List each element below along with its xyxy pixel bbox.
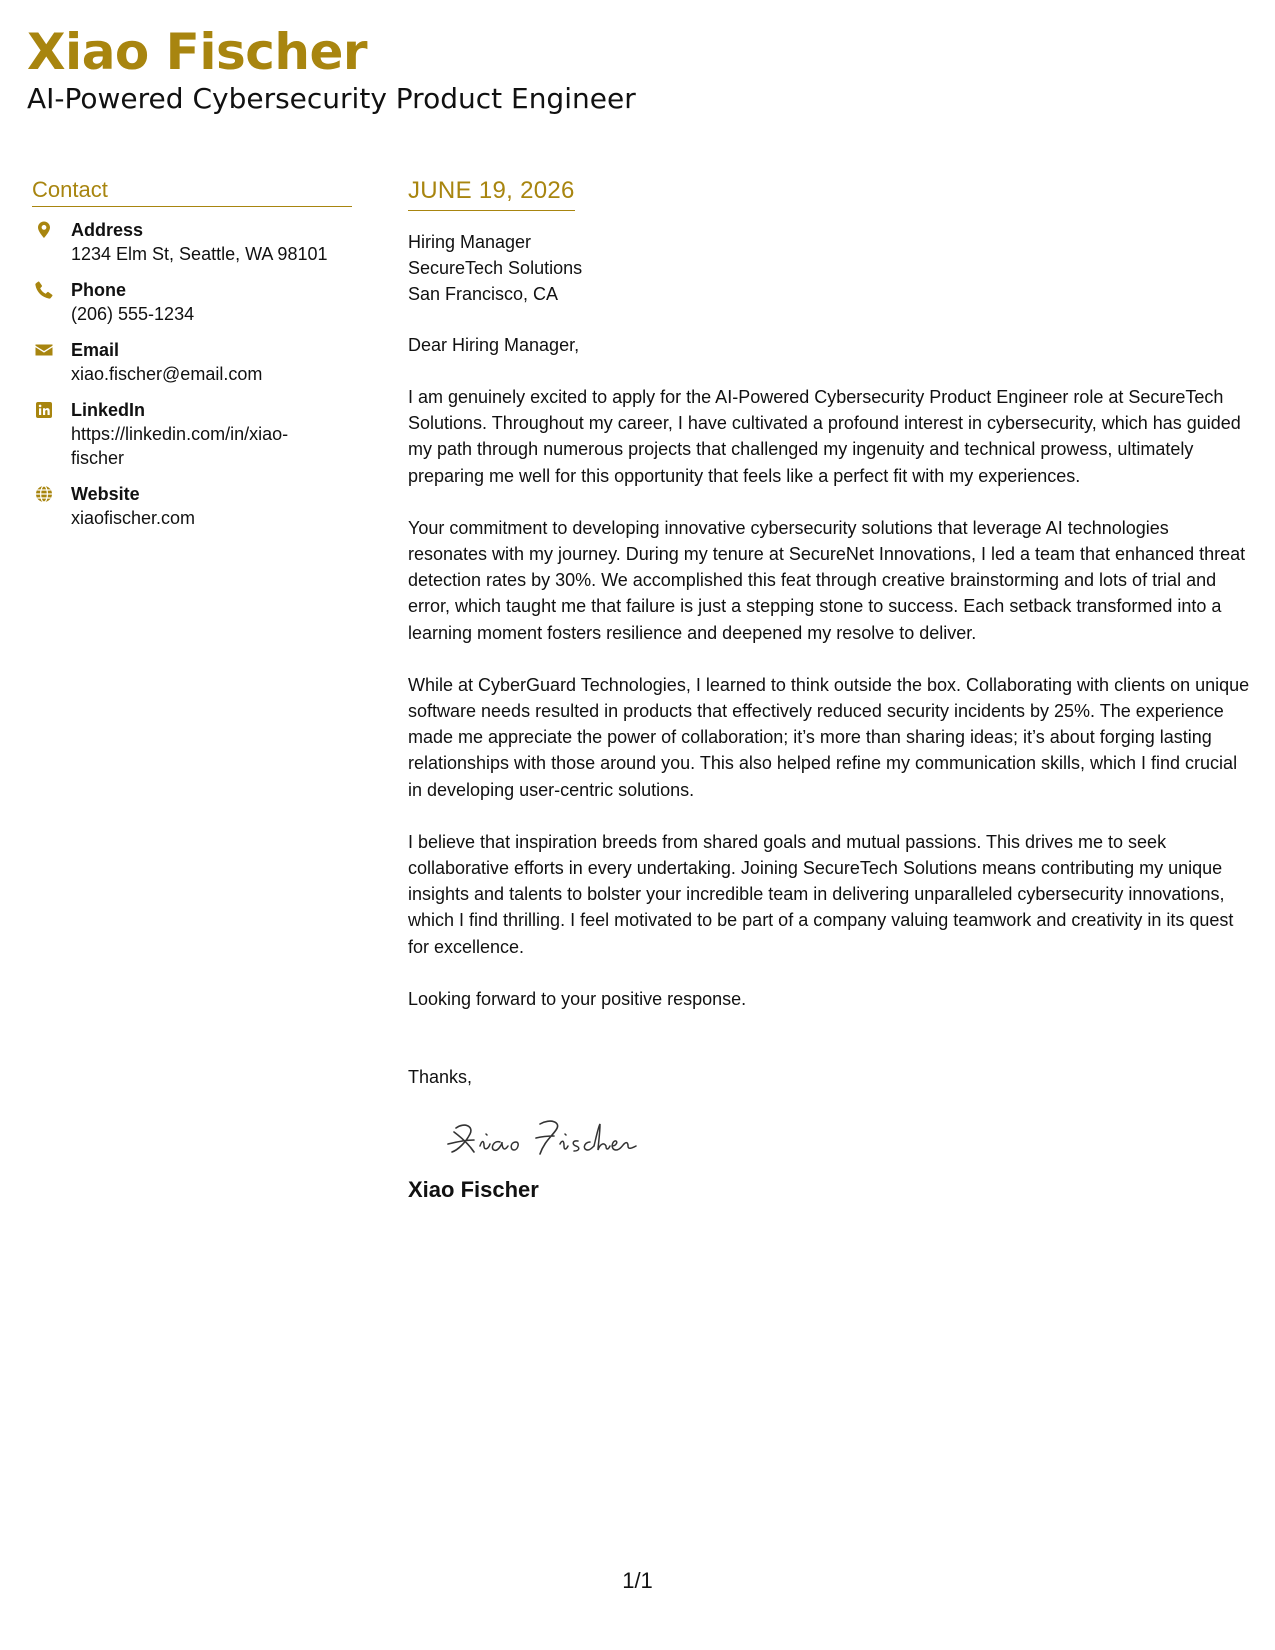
contact-email: [32, 338, 352, 386]
contact-value-phone: (206) 555-1234: [71, 304, 195, 324]
contact-label-address: Address: [71, 220, 144, 240]
globe-icon: [34, 484, 54, 504]
applicant-title: AI-Powered Cybersecurity Product Engineer: [27, 82, 636, 115]
signer-name: Xiao Fischer: [408, 1176, 539, 1202]
handwritten-signature: [444, 1108, 1250, 1164]
signoff: Thanks,: [408, 1066, 473, 1087]
linkedin-icon: [34, 400, 54, 420]
recipient-block: [408, 229, 1250, 307]
contact-value-website[interactable]: xiaofischer.com: [71, 508, 196, 528]
date-block: [408, 176, 575, 211]
contact-value-address: 1234 Elm St, Seattle, WA 98101: [71, 244, 328, 264]
contact-value-linkedin[interactable]: https://linkedin.com/in/xiao-fischer: [71, 424, 289, 468]
contact-website: [32, 482, 352, 530]
applicant-name: Xiao Fischer: [27, 23, 368, 81]
contact-sidebar: [32, 176, 352, 530]
contact-label-linkedin: LinkedIn: [71, 400, 146, 420]
body-paragraph: Your commitment to developing innovative cybersecurity solutions that leverage AI technologies resonates with my journey. During my tenure at SecureNet Innovations, I led a team that enhanced threat detection rates by 30%. We accomplished this feat through creative brainstorming and lots of trial and error, which taught me that failure is just a stepping stone to success. Each setback transformed into a learning moment fosters resilience and deepened my resolve to deliver.: [408, 517, 1246, 643]
contact-value-email[interactable]: xiao.fischer@email.com: [71, 364, 263, 384]
letter-date: JUNE 19, 2026: [408, 177, 575, 204]
recipient-line: SecureTech Solutions: [408, 258, 583, 278]
page-number: 1/1: [622, 1568, 653, 1593]
recipient-line: Hiring Manager: [408, 232, 532, 252]
phone-icon: [34, 280, 54, 300]
salutation: Dear Hiring Manager,: [408, 335, 580, 355]
envelope-icon: [34, 340, 54, 360]
map-pin-icon: [34, 220, 54, 240]
contact-label-email: Email: [71, 340, 120, 360]
recipient-line: San Francisco, CA: [408, 284, 559, 304]
contact-phone: [32, 278, 352, 326]
contact-linkedin: [32, 398, 352, 470]
contact-address: [32, 218, 352, 266]
letter-body: [408, 176, 1250, 1204]
body-paragraph: I believe that inspiration breeds from shared goals and mutual passions. This drives me to seek collaborative efforts in every undertaking. Joining SecureTech Solutions means contributing my unique insights and talents to bolster your incredible team in delivering unparalleled cybersecurity innovations, which I find thrilling. I feel motivated to be part of a company valuing teamwork and creativity in its quest for excellence.: [408, 831, 1234, 957]
contact-section-title: Contact: [32, 176, 352, 207]
body-paragraph: I am genuinely excited to apply for the AI-Powered Cybersecurity Product Engineer role at SecureTech Solutions. Throughout my career, I have cultivated a profound interest in cybersecurity, which has guided my path through numerous projects that challenged my ingenuity and technical prowess, ultimately preparing me well for this opportunity that feels like a perfect fit with my experiences.: [408, 387, 1241, 486]
contact-label-website: Website: [71, 484, 140, 504]
contact-label-phone: Phone: [71, 280, 127, 300]
letter-header: [27, 22, 636, 116]
closing-line: Looking forward to your positive response.: [408, 988, 747, 1009]
body-paragraph: While at CyberGuard Technologies, I learned to think outside the box. Collaborating with clients on unique software needs resulted in products that effectively reduced security incidents by 25%. The experience made me appreciate the power of collaboration; it’s more than sharing ideas; it’s about forging lasting relationships with those around you. This also helped refine my communication skills, which I find crucial in developing user-centric solutions.: [408, 674, 1250, 800]
